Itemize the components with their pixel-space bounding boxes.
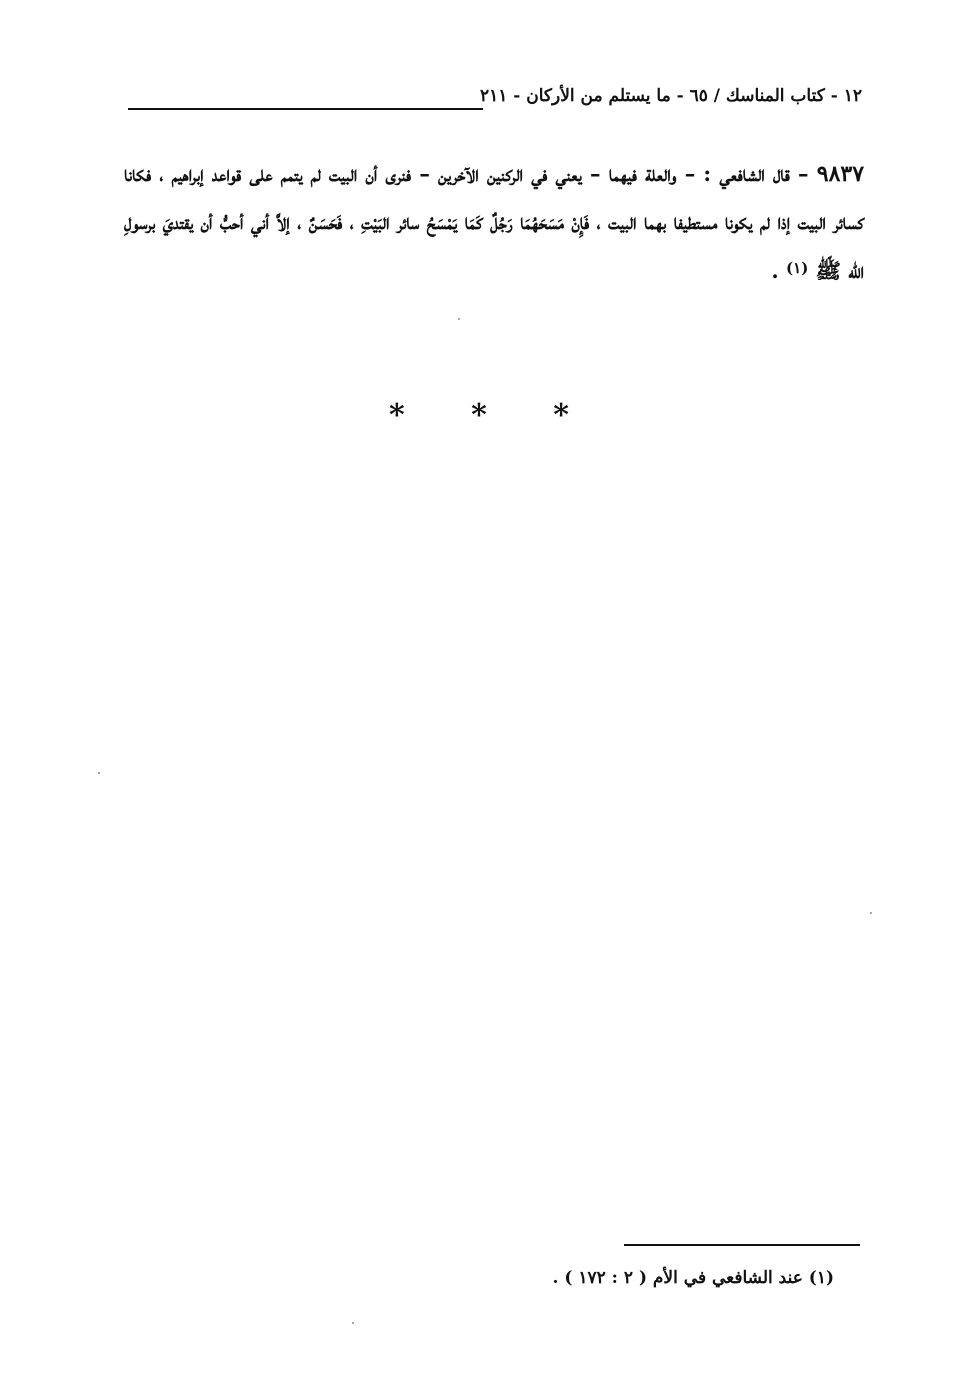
footnote-reference[interactable]: (١) (786, 259, 809, 277)
footnote-1: (١) عند الشافعي في الأم ( ٢ : ١٧٢ ) . (552, 1268, 834, 1288)
scan-speck (352, 1322, 354, 1324)
body-paragraph (124, 150, 864, 294)
header-rule (128, 108, 483, 110)
running-title: ١٢ - كتاب المناسك / ٦٥ - ما يستلم من الأركان - ٢١١ (479, 86, 862, 106)
section-separator (0, 398, 958, 433)
separator-asterisk-icon: * (553, 398, 569, 433)
scan-speck (98, 772, 100, 774)
paragraph-end: . (771, 258, 787, 283)
running-header (128, 86, 862, 116)
footnote-rule (624, 1244, 860, 1246)
paragraph-text: – قال الشافعي : – والعلة فيهما – يعني في الركنين الآخرين – فنرى أن البيت لم يتمم على قواعد إبراهيم ، فكانا كسائر البيت إذا لم يكونا مستطيفا بهما البيت ، فَإِنْ مَسَحَهُمَا رَجُلٌ كَمَا يَمْسَحُ سائر البَيْتِ ، فَحَسَنٌ ، إلاَّ أني أحبُّ أن يقتديَ برسولِ الله ﷺ (124, 161, 864, 283)
scan-speck (458, 318, 460, 320)
paragraph-number: ٩٨٣٧ (816, 161, 865, 187)
separator-asterisk-icon: * (471, 398, 487, 433)
separator-asterisk-icon: * (388, 398, 405, 433)
scan-speck (870, 912, 872, 914)
